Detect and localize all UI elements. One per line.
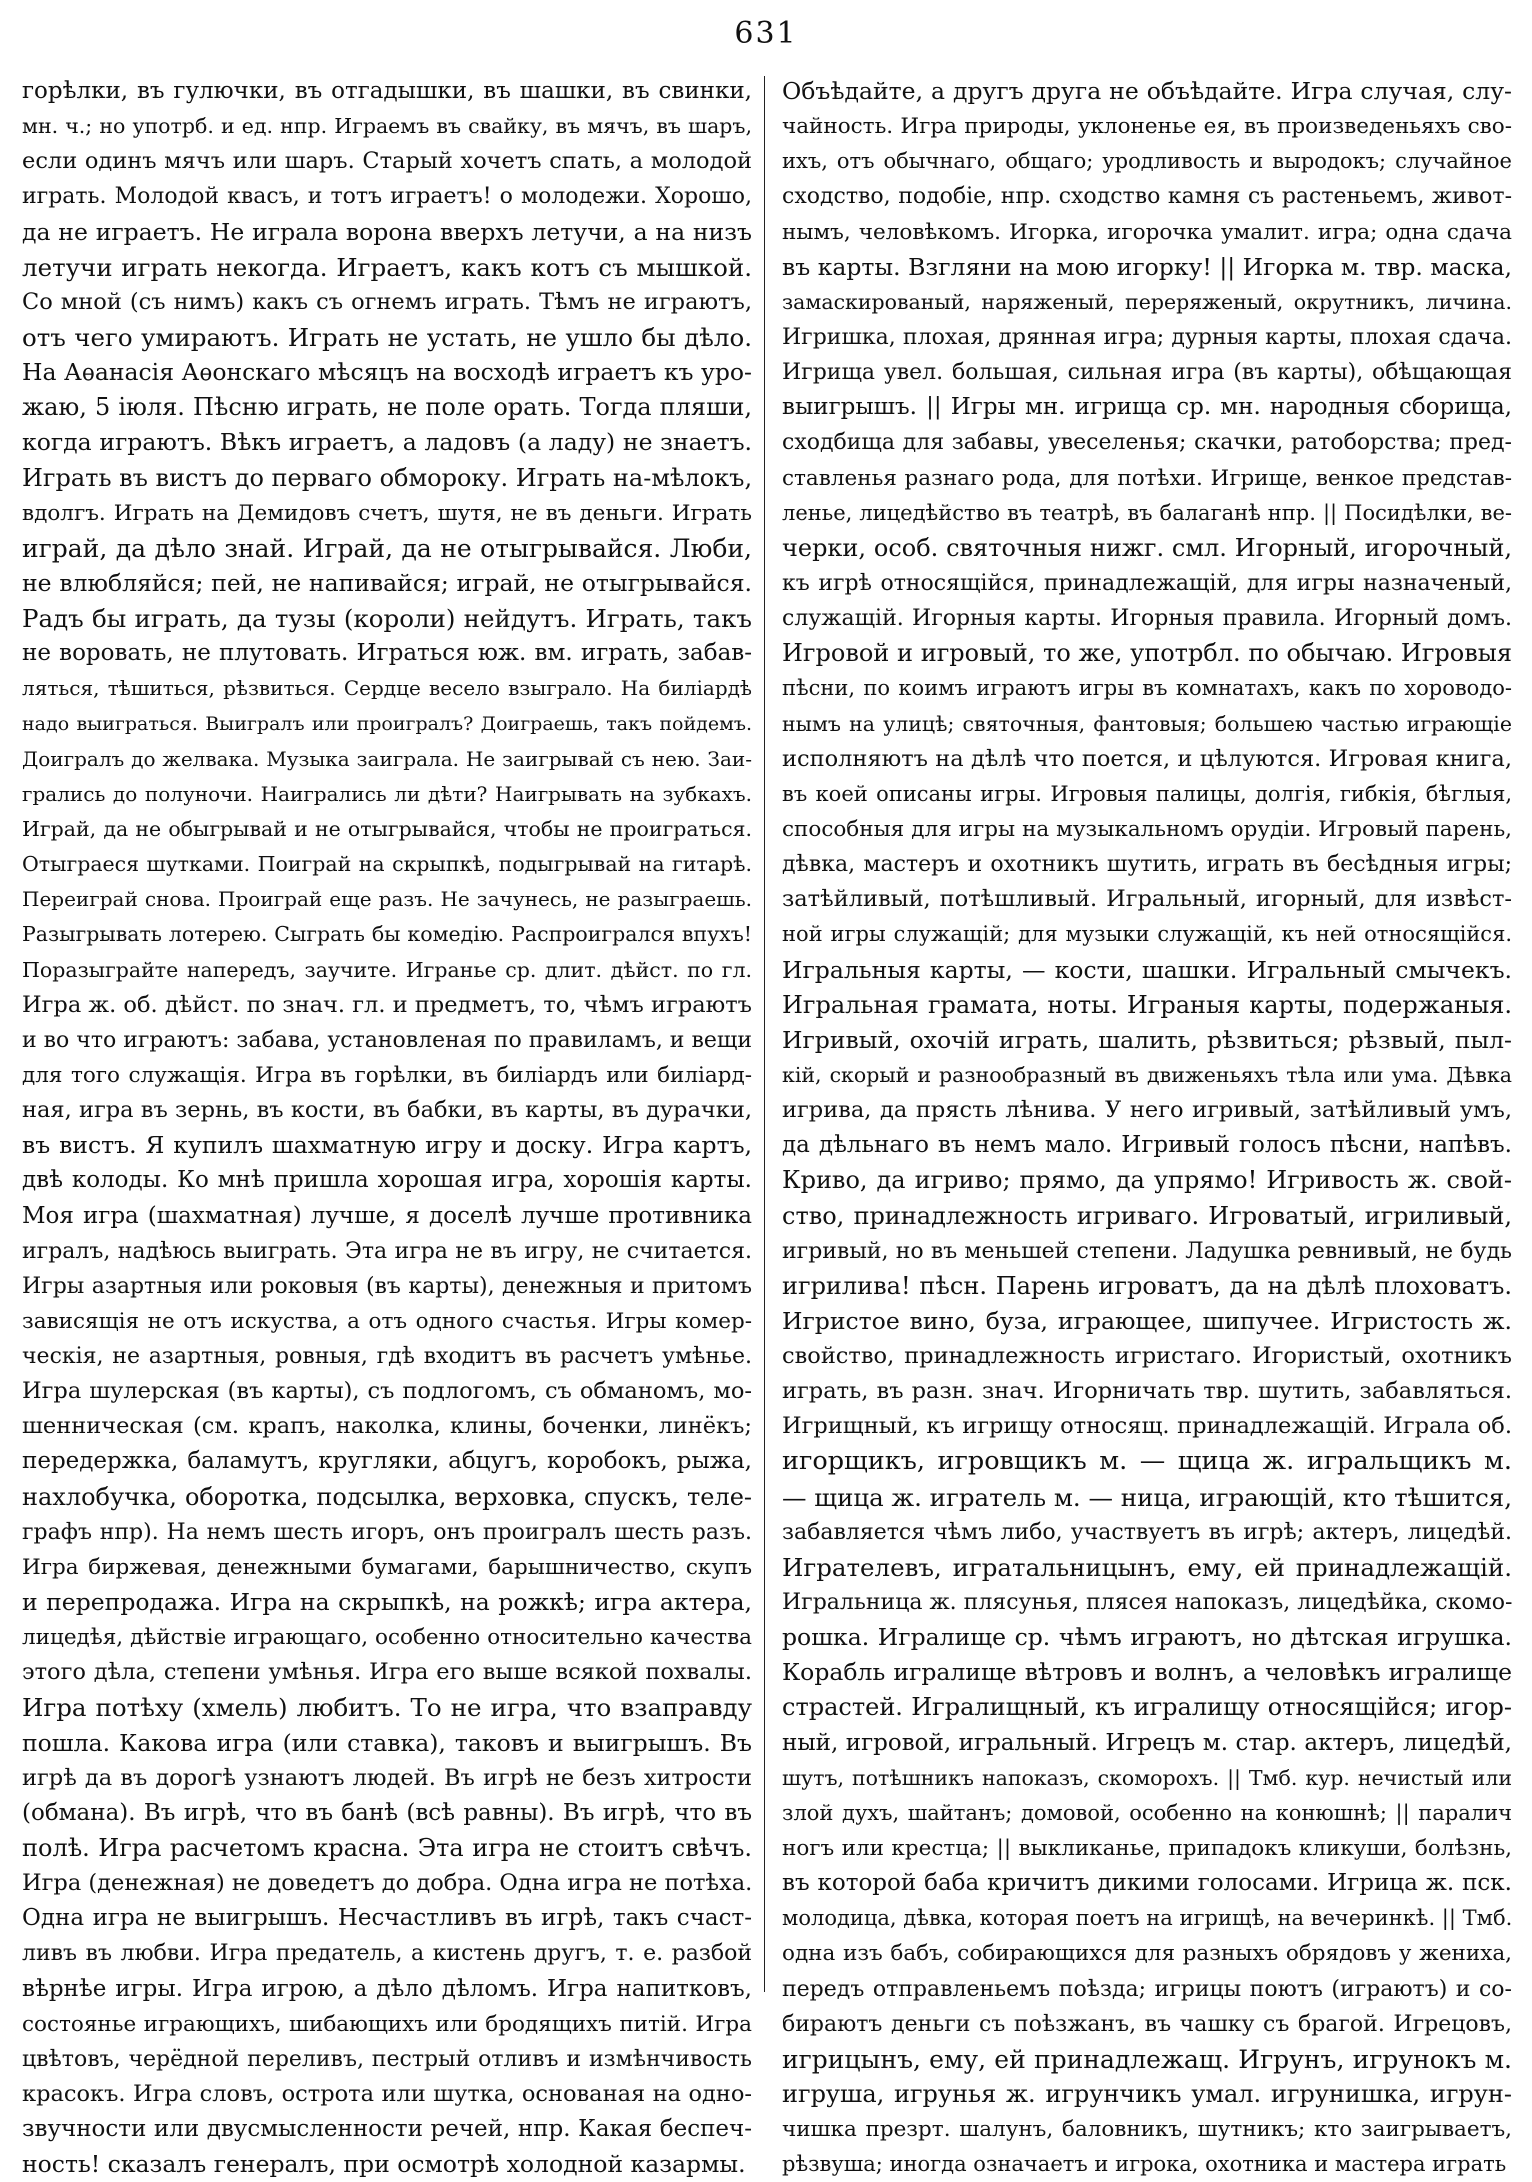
- text-line: вдолгъ. Играть на Демидовъ счетъ, шутя, не въ деньги. Играть: [22, 500, 752, 526]
- text-line: Радъ бы играть, да тузы (короли) нейдутъ. Играть, такъ: [22, 604, 752, 634]
- text-line: игрѣ да въ дорогѣ узнаютъ людей. Въ игрѣ не безъ хитрости: [22, 1764, 752, 1791]
- text-line: и во что играютъ: забава, установленая по правиламъ, и вещи: [22, 1027, 752, 1053]
- text-line: ная, игра въ зернь, въ кости, въ бабки, въ карты, въ дурачки,: [22, 1097, 752, 1124]
- text-line: сходство, подобіе, нпр. сходство камня съ растеньемъ, живот-: [782, 184, 1512, 210]
- text-line: Поразыграйте напередъ, заучите. Игранье ср. длит. дѣйст. по гл.: [22, 957, 752, 982]
- text-line: Одна игра не выигрышъ. Несчастливъ въ игрѣ, такъ счаст-: [22, 1905, 752, 1932]
- text-line: нымъ на улицѣ; святочныя, фантовыя; большею частью играющіе: [782, 711, 1512, 736]
- text-line: На Аѳанасія Аѳонскаго мѣсяцъ на восходѣ играетъ къ уро-: [22, 358, 752, 387]
- text-line: двѣ колоды. Ко мнѣ пришла хорошая игра, хорошія карты.: [22, 1167, 752, 1194]
- text-line: Игривый, охочій играть, шалить, рѣзвиться; рѣзвый, пыл-: [782, 1025, 1512, 1054]
- text-line: Объѣдайте, а другъ друга не объѣдайте. Игра случая, слу-: [782, 77, 1512, 105]
- text-line: грались до полуночи. Наигрались ли дѣти? Наигрывать на зубкахъ.: [22, 781, 752, 806]
- text-line: забавляется чѣмъ либо, участвуетъ въ игрѣ; актеръ, лицедѣй.: [782, 1519, 1512, 1545]
- text-line: ный, игровой, игральный. Игрецъ м. стар. актеръ, лицедѣй,: [782, 1729, 1512, 1756]
- text-line: Криво, да игриво; прямо, да упрямо! Игривость ж. свой-: [782, 1166, 1512, 1195]
- text-line: нымъ, человѣкомъ. Игорка, игорочка умалит. игра; одна сдача: [782, 219, 1512, 245]
- text-line: Игрищный, къ игрищу относящ. принадлежащій. Играла об.: [782, 1413, 1512, 1440]
- text-line: игорщикъ, игровщикъ м. — щица ж. игральщикъ м.: [782, 1446, 1512, 1477]
- text-line: нахлобучка, оборотка, подсылка, верховка, спускъ, теле-: [22, 1482, 752, 1511]
- text-line: Переиграй снова. Проиграй еще разъ. Не зачунесь, не разыграешь.: [22, 887, 752, 912]
- text-line: чишка презрт. шалунъ, баловникъ, шутникъ; кто заигрываетъ,: [782, 2117, 1512, 2143]
- text-line: въ вистъ. Я купилъ шахматную игру и доску. Игра картъ,: [22, 1131, 752, 1160]
- text-line: исполняютъ на дѣлѣ что поется, и цѣлуются. Игровая книга,: [782, 745, 1512, 772]
- text-line: летучи играть некогда. Играетъ, какъ котъ съ мышкой.: [22, 252, 752, 282]
- text-line: кій, скорый и разнообразный въ движеньяхъ тѣла или ума. Дѣвка: [782, 1062, 1512, 1087]
- text-line: игруша, игрунья ж. игрунчикъ умал. игрунишка, игрун-: [782, 2080, 1512, 2109]
- text-line: Разыгрывать лотерею. Сыграть бы комедію. Распроигрался впухъ!: [22, 922, 752, 947]
- text-line: шутъ, потѣшникъ напоказъ, скоморохъ. || Тмб. кур. нечистый или: [782, 1765, 1512, 1790]
- text-line: горѣлки, въ гулючки, въ отгадышки, въ шашки, въ свинки,: [22, 78, 752, 104]
- text-line: къ игрѣ относящійся, принадлежащій, для игры назначеный,: [782, 570, 1512, 596]
- text-line: Моя игра (шахматная) лучше, я доселѣ лучше противника: [22, 1202, 752, 1229]
- text-line: страстей. Игралищный, къ игралищу относящійся; игор-: [782, 1693, 1512, 1722]
- text-line: и перепродажа. Игра на скрыпкѣ, на рожкѣ; игра актера,: [22, 1588, 752, 1617]
- text-line: въ карты. Взгляни на мою игорку! || Игорка м. твр. маска,: [782, 252, 1512, 281]
- text-line: ногъ или крестца; || выкликанье, припадокъ кликуши, болѣзнь,: [782, 1836, 1512, 1862]
- text-line: бираютъ деньги съ поѣзжанъ, въ чашку съ брагой. Игрецовъ,: [782, 2011, 1512, 2037]
- text-line: пошла. Какова игра (или ставка), таковъ и выигрышъ. Въ: [22, 1728, 752, 1757]
- right-column: [782, 74, 1512, 2182]
- text-line: вѣрнѣе игры. Игра игрою, а дѣло дѣломъ. Игра напитковъ,: [22, 1975, 752, 2002]
- text-line: жаю, 5 іюля. Пѣсню играть, не поле орать. Тогда пляши,: [22, 393, 752, 422]
- text-line: Играй, да не обыгрывай и не отыгрывайся, чтобы не проиграться.: [22, 816, 752, 841]
- text-line: играть. Молодой квасъ, и тотъ играетъ! о молодежи. Хорошо,: [22, 184, 752, 210]
- text-line: Доигралъ до желвака. Музыка заиграла. Не заигрывай съ нею. Заи-: [22, 746, 752, 771]
- text-line: Игральная грамата, ноты. Играныя карты, подержаныя.: [782, 990, 1512, 1019]
- text-line: Игра шулерская (въ карты), съ подлогомъ, съ обманомъ, мо-: [22, 1378, 752, 1405]
- text-line: одна изъ бабъ, собирающихся для разныхъ обрядовъ у жениха,: [782, 1941, 1512, 1967]
- text-line: этого дѣла, степени умѣнья. Игра его выше всякой похвалы.: [22, 1659, 752, 1686]
- text-line: Играть въ вистъ до перваго обмороку. Играть на-мѣлокъ,: [22, 463, 752, 492]
- text-line: Игра биржевая, денежными бумагами, барышничество, скупъ: [22, 1554, 752, 1580]
- text-line: звучности или двусмысленности речей, нпр. Какая беспеч-: [22, 2116, 752, 2143]
- text-line: не воровать, не плутовать. Играться юж. вм. играть, забав-: [22, 640, 752, 667]
- text-line: служащій. Игорныя карты. Игорныя правила. Игорный домъ.: [782, 606, 1512, 632]
- text-line: ленье, лицедѣйство въ театрѣ, въ балаганѣ нпр. || Посидѣлки, ве-: [782, 500, 1512, 525]
- text-line: мн. ч.; но употрб. и ед. нпр. Играемъ въ свайку, въ мячъ, въ шаръ,: [22, 114, 752, 139]
- text-line: игрицынъ, ему, ей принадлежащ. Игрунъ, игрунокъ м.: [782, 2044, 1512, 2074]
- text-line: да дѣльнаго въ немъ мало. Игривый голосъ пѣсни, напѣвъ.: [782, 1132, 1512, 1159]
- text-line: лицедѣя, дѣйствіе играющаго, особенно относительно качества: [22, 1625, 752, 1651]
- text-line: зависящія не отъ искуства, а отъ одного счастья. Игры комер-: [22, 1308, 752, 1334]
- text-line: Со мной (съ нимъ) какъ съ огнемъ играть. Тѣмъ не играютъ,: [22, 288, 752, 315]
- text-line: (обмана). Въ игрѣ, что въ банѣ (всѣ равны). Въ игрѣ, что въ: [22, 1799, 752, 1826]
- text-line: свойство, принадлежность игристаго. Игористый, охотникъ: [782, 1343, 1512, 1370]
- text-line: графъ нпр). На немъ шесть игоръ, онъ проигралъ шесть разъ.: [22, 1519, 752, 1545]
- text-line: игрива, да прясть лѣнива. У него игривый, затѣйливый умъ,: [782, 1097, 1512, 1124]
- text-line: играть, въ разн. знач. Игорничать твр. шутить, забавляться.: [782, 1378, 1512, 1405]
- text-line: Игральница ж. плясунья, плясея напоказъ, лицедѣйка, скомо-: [782, 1590, 1512, 1616]
- text-line: пѣсни, по коимъ играютъ игры въ комнатахъ, какъ по хороводо-: [782, 676, 1512, 701]
- text-line: сходбища для забавы, увеселенья; скачки, ратоборства; пред-: [782, 430, 1512, 456]
- text-line: состоянье играющихъ, шибающихъ или бродящихъ питій. Игра: [22, 2011, 752, 2037]
- text-line: чайность. Игра природы, уклоненье ея, въ произведеньяхъ сво-: [782, 114, 1512, 140]
- text-line: злой духъ, шайтанъ; домовой, особенно на конюшнѣ; || паралич: [782, 1800, 1512, 1825]
- text-line: въ которой баба кричитъ дикими голосами. Игрица ж. пск.: [782, 1870, 1512, 1897]
- text-line: Игры азартныя или роковыя (въ карты), денежныя и притомъ: [22, 1273, 752, 1299]
- text-line: Корабль игралище вѣтровъ и волнъ, а человѣкъ игралище: [782, 1658, 1512, 1687]
- text-line: ность! сказалъ генералъ, при осмотрѣ холодной казармы.: [22, 2150, 746, 2179]
- text-line: ливъ въ любви. Игра предатель, а кистень другъ, т. е. разбой: [22, 1941, 752, 1967]
- text-line: Игральныя карты, — кости, шашки. Игральный смычекъ.: [782, 955, 1512, 984]
- text-line: ной игры служащій; для музыки служащій, къ ней относящійся.: [782, 922, 1512, 947]
- text-line: Игришка, плохая, дрянная игра; дурныя карты, плохая сдача.: [782, 324, 1512, 350]
- text-line: въ коей описаны игры. Игровыя палицы, долгія, гибкія, бѣглыя,: [782, 781, 1512, 806]
- page-number: 631: [734, 16, 798, 51]
- text-line: ставленья разнаго рода, для потѣхи. Игрище, венкое представ-: [782, 465, 1512, 491]
- text-line: Игра (денежная) не доведетъ до добра. Одна игра не потѣха.: [22, 1870, 752, 1897]
- text-line: Игрища увел. большая, сильная игра (въ карты), обѣщающая: [782, 360, 1512, 386]
- text-line: когда играютъ. Вѣкъ играетъ, а ладовъ (а ладу) не знаетъ.: [22, 428, 752, 457]
- text-line: рошка. Игралище ср. чѣмъ играютъ, но дѣтская игрушка.: [782, 1623, 1512, 1652]
- text-line: шенническая (см. крапъ, наколка, клины, боченки, линёкъ;: [22, 1413, 752, 1440]
- text-line: способныя для игры на музыкальномъ орудіи. Игровый парень,: [782, 816, 1512, 842]
- text-line: дѣвка, мастеръ и охотникъ шутить, играть въ бесѣдныя игры;: [782, 852, 1512, 878]
- text-line: Отыграеся шутками. Поиграй на скрыпкѣ, подыгрывай на гитарѣ.: [22, 852, 752, 877]
- text-line: черки, особ. святочныя нижг. смл. Игорный, игорочный,: [782, 533, 1512, 562]
- text-line: замаскированый, наряженый, переряженый, окрутникъ, личина.: [782, 289, 1512, 314]
- text-line: игрилива! пѣсн. Парень игроватъ, да на дѣлѣ плоховатъ.: [782, 1271, 1512, 1300]
- text-line: выигрышъ. || Игры мн. игрища ср. мн. народныя сборища,: [782, 394, 1512, 421]
- text-line: передъ отправленьемъ поѣзда; игрицы поютъ (играютъ) и со-: [782, 1976, 1512, 2002]
- text-line: Игристое вино, буза, играющее, шипучее. Игристость ж.: [782, 1306, 1512, 1335]
- text-line: Игрателевъ, игратальницынъ, ему, ей принадлежащій.: [782, 1552, 1512, 1582]
- text-line: цвѣтовъ, черёдной переливъ, пестрый отливъ и измѣнчивость: [22, 2046, 752, 2072]
- text-line: рѣзвуша; иногда означаетъ и игрока, охотника и мастера играть: [782, 2152, 1507, 2177]
- column-divider: [764, 76, 765, 1992]
- text-line: для того служащія. Игра въ горѣлки, въ биліардъ или биліард-: [22, 1062, 752, 1088]
- text-line: если одинъ мячъ или шаръ. Старый хочетъ спать, а молодой: [22, 148, 752, 175]
- text-line: да не играетъ. Не играла ворона вверхъ летучи, а на низъ: [22, 217, 752, 246]
- text-line: затѣйливый, потѣшливый. Игральный, игорный, для извѣст-: [782, 886, 1512, 913]
- text-line: надо выиграться. Выигралъ или проигралъ? Доиграешь, такъ пойдемъ.: [22, 712, 752, 735]
- text-line: Игровой и игровый, то же, употрбл. по обычаю. Игровыя: [782, 639, 1512, 668]
- text-line: ихъ, отъ обычнаго, общаго; уродливость и выродокъ; случайное: [782, 149, 1512, 174]
- text-line: Игра ж. об. дѣйст. по знач. гл. и предметъ, то, чѣмъ играютъ: [22, 991, 752, 1018]
- text-line: полѣ. Игра расчетомъ красна. Эта игра не стоитъ свѣчъ.: [22, 1834, 752, 1863]
- text-line: красокъ. Игра словъ, острота или шутка, основаная на одно-: [22, 2081, 752, 2108]
- text-line: — щица ж. игратель м. — ница, играющій, кто тѣшится,: [782, 1482, 1512, 1512]
- text-line: играй, да дѣло знай. Играй, да не отыгрывайся. Люби,: [22, 533, 752, 563]
- text-line: ство, принадлежность игриваго. Игроватый, игриливый,: [782, 1201, 1512, 1230]
- text-line: ческія, не азартныя, ровныя, гдѣ входитъ въ расчетъ умѣнье.: [22, 1344, 752, 1370]
- text-line: молодица, дѣвка, которая поетъ на игрищѣ, на вечеринкѣ. || Тмб.: [782, 1906, 1512, 1931]
- text-line: передержка, баламутъ, кругляки, абцугъ, коробокъ, рыжа,: [22, 1448, 752, 1475]
- text-line: ляться, тѣшиться, рѣзвиться. Сердце весело взыграло. На биліардѣ: [22, 676, 752, 701]
- text-line: игривый, но въ меньшей степени. Ладушка ревнивый, не будь: [782, 1238, 1512, 1264]
- text-line: не влюбляйся; пей, не напивайся; играй, не отыгрывайся.: [22, 568, 752, 597]
- left-column: [22, 74, 752, 2182]
- text-line: отъ чего умираютъ. Играть не устать, не ушло бы дѣло.: [22, 322, 752, 352]
- text-line: Игра потѣху (хмель) любитъ. То не игра, что взаправду: [22, 1693, 752, 1723]
- text-line: игралъ, надѣюсь выиграть. Эта игра не въ игру, не считается.: [22, 1238, 752, 1264]
